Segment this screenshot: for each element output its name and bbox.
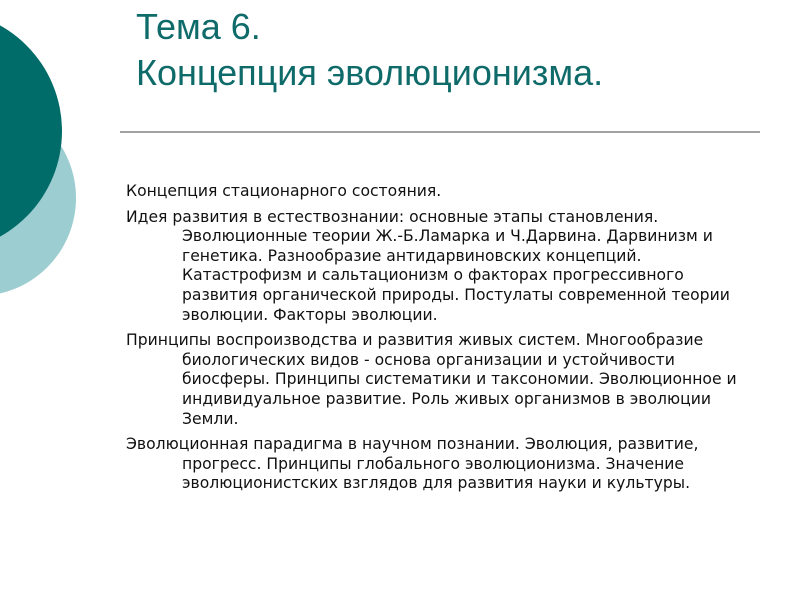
- title-line-subject: Концепция эволюционизма.: [136, 52, 604, 93]
- slide-title: [136, 4, 603, 96]
- list-item: Принципы воспроизводства и развития живых систем. Многообразие биологических видов - основа организации и устойчивости биосферы. Принципы систематики и таксономии. Эволюционное и индивидуальное развитие. Роль живых организмов в эволюции Земли.: [126, 331, 737, 428]
- title-divider: [120, 131, 760, 133]
- list-item: Эволюционная парадигма в научном познании. Эволюция, развитие, прогресс. Принципы глобального эволюционизма. Значение эволюционистских взглядов для развития науки и культуры.: [126, 435, 699, 493]
- content-list: [126, 182, 754, 500]
- list-item: Концепция стационарного состояния.: [126, 182, 442, 200]
- title-line-topic: Тема 6.: [136, 6, 261, 47]
- list-item: Идея развития в естествознании: основные этапы становления. Эволюционные теории Ж.-Б.Ламарка и Ч.Дарвина. Дарвинизм и генетика. Разнообразие антидарвиновских концепций. Катастрофизм и сальтационизм о факторах прогрессивного развития органической природы. Постулаты современной теории эволюции. Факторы эволюции.: [126, 207, 730, 324]
